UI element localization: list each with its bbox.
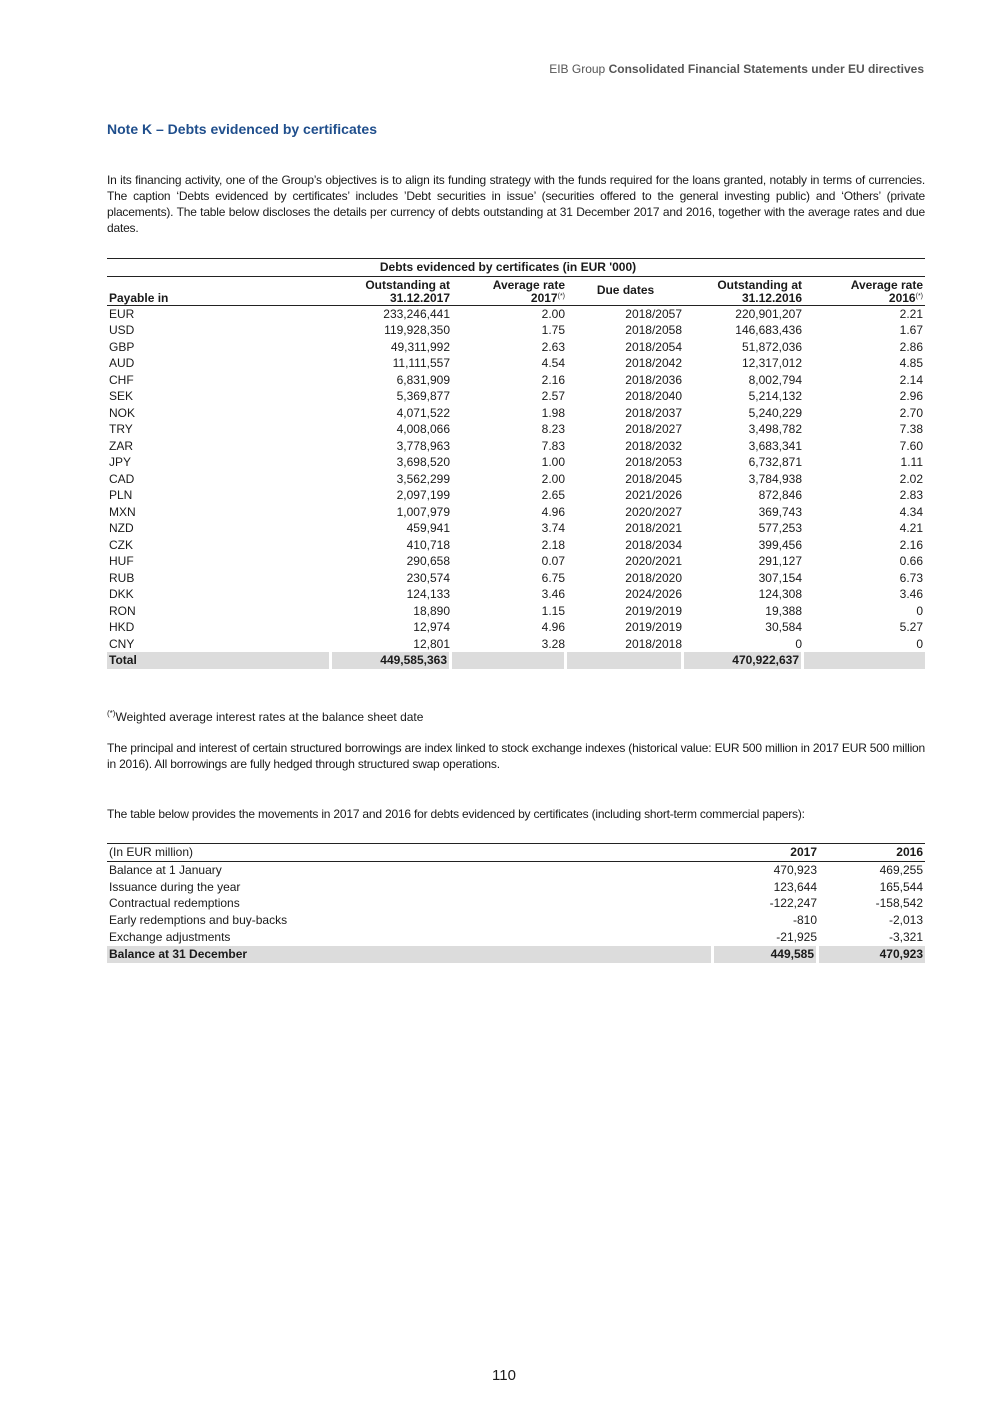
cell-currency: MXN <box>109 504 136 519</box>
cell-outstanding-2017: 3,698,520 <box>396 455 450 469</box>
cell-rate-2016: 2.70 <box>899 405 923 420</box>
table-row <box>107 487 925 504</box>
cell-outstanding-2017: 119,928,350 <box>384 323 450 337</box>
cell-rate-2016: 2.14 <box>899 372 923 387</box>
table-row <box>107 372 925 389</box>
movement-cell-2016: 469,255 <box>879 862 923 877</box>
debts-table-group-header: Debts evidenced by certificates (in EUR '000) <box>332 259 684 277</box>
cell-outstanding-2016: 3,683,341 <box>748 438 802 453</box>
cell-rate-2017: 2.63 <box>541 339 565 354</box>
movements-table-header-row <box>107 843 925 862</box>
cell-rate-2017: 4.96 <box>541 620 565 634</box>
cell-due-dates: 2018/2037 <box>625 405 682 420</box>
cell-due-dates: 2018/2053 <box>625 455 682 469</box>
cell-outstanding-2017: 49,311,992 <box>390 339 450 354</box>
movements-table-body <box>107 862 925 946</box>
running-header-title: Consolidated Financial Statements under EU directives <box>608 62 924 76</box>
cell-currency: TRY <box>109 422 133 436</box>
cell-currency: USD <box>109 323 135 337</box>
cell-rate-2016: 5.27 <box>899 620 923 634</box>
running-header <box>549 62 924 76</box>
note-title: Note K – Debts evidenced by certificates <box>107 121 377 137</box>
movement-cell-2016: -3,321 <box>888 929 923 944</box>
cell-rate-2016: 2.02 <box>899 471 923 486</box>
cell-rate-2016: 6.73 <box>899 570 923 585</box>
cell-rate-2017: 4.54 <box>541 356 565 370</box>
cell-outstanding-2017: 4,008,066 <box>396 422 450 436</box>
table-row <box>107 504 925 521</box>
cell-due-dates: 2018/2034 <box>625 537 682 552</box>
cell-outstanding-2016: 307,154 <box>758 570 802 585</box>
cell-rate-2016: 1.11 <box>900 455 923 469</box>
cell-currency: CAD <box>109 471 135 486</box>
debts-table <box>107 258 925 669</box>
cell-due-dates: 2018/2054 <box>625 339 682 354</box>
cell-outstanding-2016: 30,584 <box>765 620 802 634</box>
movement-cell-2017: 123,644 <box>773 879 817 894</box>
cell-due-dates: 2018/2020 <box>625 570 682 585</box>
cell-outstanding-2017: 12,974 <box>413 620 450 634</box>
cell-outstanding-2016: 5,240,229 <box>748 405 802 420</box>
cell-outstanding-2016: 0 <box>795 636 802 651</box>
table-row <box>107 537 925 554</box>
cell-rate-2017: 1.00 <box>541 455 565 469</box>
cell-outstanding-2017: 290,658 <box>406 554 450 568</box>
cell-rate-2017: 8.23 <box>541 422 565 436</box>
cell-rate-2016: 0.66 <box>899 554 923 568</box>
cell-outstanding-2017: 5,369,877 <box>396 389 450 403</box>
cell-outstanding-2016: 19,388 <box>765 603 802 618</box>
movement-cell-label: Balance at 1 January <box>109 862 222 877</box>
cell-rate-2016: 7.38 <box>899 422 923 436</box>
cell-rate-2017: 3.74 <box>541 521 565 535</box>
cell-outstanding-2016: 6,732,871 <box>748 455 802 469</box>
col-payable-in: Payable in <box>107 277 332 306</box>
cell-outstanding-2016: 3,498,782 <box>748 422 802 436</box>
movements-col-2016: 2016 <box>819 843 925 862</box>
intro-paragraph: In its financing activity, one of the Group’s objectives is to align its funding strategy with the funds required for the loans granted, notably in terms of currencies. The caption ‘Debts evidenced by certificates’ includes ’Debt securities in issue’ (securities offered to the general investing public) and ‘Others’ (private placements). The table below discloses the details per currency of debts outstanding at 31 December 2017 and 2016, together with the average rates and due dates. <box>107 173 925 235</box>
cell-rate-2017: 3.28 <box>541 636 565 651</box>
cell-rate-2016: 2.83 <box>899 488 923 502</box>
col-due-dates: Due dates <box>567 277 684 306</box>
total-label: Total <box>107 652 332 669</box>
cell-rate-2017: 1.15 <box>541 603 565 618</box>
total-outstanding-2016: 470,922,637 <box>684 652 804 669</box>
cell-currency: RUB <box>109 570 135 585</box>
col-outstanding-2016: Outstanding at 31.12.2016 <box>684 277 804 306</box>
table-row <box>107 339 925 356</box>
table-row <box>107 306 925 323</box>
footnote <box>107 709 423 724</box>
total-rate-2016 <box>804 652 925 669</box>
movement-cell-label: Early redemptions and buy-backs <box>109 913 288 928</box>
cell-currency: DKK <box>109 587 134 601</box>
page-number: 110 <box>492 1367 516 1384</box>
cell-due-dates: 2021/2026 <box>625 488 682 502</box>
cell-due-dates: 2018/2018 <box>625 636 682 651</box>
movements-col-label: (In EUR million) <box>107 843 714 862</box>
cell-due-dates: 2020/2021 <box>625 554 682 568</box>
cell-outstanding-2016: 12,317,012 <box>741 356 802 370</box>
cell-due-dates: 2018/2027 <box>625 422 682 436</box>
table-row <box>107 912 925 929</box>
table-row <box>107 636 925 653</box>
cell-due-dates: 2018/2057 <box>625 306 682 321</box>
structured-borrowings-paragraph: The principal and interest of certain structured borrowings are index linked to stock exchange indexes (historical value: EUR 500 million in 2017 EUR 500 million in 2016). All borrowings are fully hedged through structured swap operations. <box>107 741 925 771</box>
table-row <box>107 520 925 537</box>
cell-currency: RON <box>109 603 136 618</box>
cell-outstanding-2017: 233,246,441 <box>383 306 450 321</box>
total-outstanding-2017: 449,585,363 <box>332 652 452 669</box>
cell-due-dates: 2018/2058 <box>625 323 682 337</box>
cell-due-dates: 2018/2036 <box>625 372 682 387</box>
debts-table-total-row <box>107 652 925 669</box>
cell-rate-2017: 2.16 <box>541 372 565 387</box>
movement-cell-2016: -158,542 <box>875 896 923 911</box>
movement-cell-label: Exchange adjustments <box>109 929 231 944</box>
col-average-rate-2016: Average rate 2016(*) <box>804 277 925 306</box>
cell-outstanding-2017: 3,778,963 <box>396 438 450 453</box>
cell-currency: AUD <box>109 356 135 370</box>
cell-outstanding-2017: 18,890 <box>413 603 450 618</box>
cell-outstanding-2017: 2,097,199 <box>396 488 450 502</box>
cell-outstanding-2017: 410,718 <box>406 537 450 552</box>
cell-outstanding-2017: 4,071,522 <box>396 405 450 420</box>
table-row <box>107 619 925 636</box>
cell-outstanding-2016: 51,872,036 <box>741 339 802 354</box>
cell-rate-2016: 2.96 <box>899 389 923 403</box>
movement-cell-2017: -122,247 <box>769 896 817 911</box>
movement-cell-label: Contractual redemptions <box>109 896 240 911</box>
col-average-rate-2017: Average rate 2017(*) <box>452 277 567 306</box>
movement-cell-2016: 165,544 <box>879 879 923 894</box>
cell-due-dates: 2018/2045 <box>625 471 682 486</box>
table-row <box>107 862 925 879</box>
cell-outstanding-2016: 8,002,794 <box>748 372 802 387</box>
cell-rate-2017: 7.83 <box>541 438 565 453</box>
cell-outstanding-2016: 5,214,132 <box>748 389 802 403</box>
cell-rate-2016: 7.60 <box>899 438 923 453</box>
table-row <box>107 895 925 912</box>
cell-currency: NZD <box>109 521 134 535</box>
col-outstanding-2017: Outstanding at 31.12.2017 <box>332 277 452 306</box>
cell-due-dates: 2019/2019 <box>625 620 682 634</box>
cell-rate-2016: 0 <box>916 636 923 651</box>
table-row <box>107 388 925 405</box>
cell-rate-2016: 3.46 <box>899 587 923 601</box>
cell-currency: PLN <box>109 488 133 502</box>
cell-rate-2017: 2.00 <box>541 471 565 486</box>
cell-outstanding-2017: 11,111,557 <box>392 356 450 370</box>
movements-table <box>107 843 925 963</box>
cell-outstanding-2017: 1,007,979 <box>396 504 450 519</box>
cell-rate-2017: 0.07 <box>541 554 565 568</box>
table-row <box>107 553 925 570</box>
cell-outstanding-2017: 459,941 <box>406 521 450 535</box>
total-rate-2017 <box>452 652 567 669</box>
cell-rate-2016: 2.16 <box>899 537 923 552</box>
cell-currency: SEK <box>109 389 134 403</box>
table-row <box>107 929 925 946</box>
cell-outstanding-2016: 124,308 <box>758 587 802 601</box>
cell-rate-2016: 4.85 <box>899 356 923 370</box>
cell-rate-2016: 1.67 <box>899 323 923 337</box>
cell-rate-2017: 2.57 <box>541 389 565 403</box>
cell-outstanding-2017: 12,801 <box>413 636 450 651</box>
cell-rate-2016: 0 <box>916 603 923 618</box>
cell-due-dates: 2018/2032 <box>625 438 682 453</box>
cell-rate-2016: 2.21 <box>899 306 923 321</box>
cell-currency: HKD <box>109 620 135 634</box>
cell-outstanding-2017: 3,562,299 <box>396 471 450 486</box>
running-header-org: EIB Group <box>549 62 609 76</box>
cell-rate-2017: 1.98 <box>541 405 565 420</box>
cell-outstanding-2017: 6,831,909 <box>396 372 450 387</box>
debts-table-header-row <box>107 277 925 306</box>
cell-currency: CZK <box>109 537 133 552</box>
cell-currency: CHF <box>109 372 134 387</box>
cell-rate-2017: 3.46 <box>541 587 565 601</box>
cell-due-dates: 2020/2027 <box>625 504 682 519</box>
table-row <box>107 454 925 471</box>
cell-currency: JPY <box>109 455 132 469</box>
cell-outstanding-2017: 124,133 <box>406 587 450 601</box>
movement-cell-2017: 470,923 <box>773 862 817 877</box>
movements-total-2016: 470,923 <box>819 946 925 963</box>
cell-outstanding-2016: 577,253 <box>758 521 802 535</box>
cell-outstanding-2016: 399,456 <box>758 537 802 552</box>
cell-due-dates: 2019/2019 <box>625 603 682 618</box>
cell-currency: GBP <box>109 339 135 354</box>
movements-table-total-row <box>107 946 925 963</box>
cell-outstanding-2017: 230,574 <box>406 570 450 585</box>
table-row <box>107 421 925 438</box>
movement-cell-label: Issuance during the year <box>109 879 241 894</box>
cell-outstanding-2016: 220,901,207 <box>735 306 802 321</box>
footnote-marker: (*) <box>107 709 116 718</box>
total-due <box>567 652 684 669</box>
table-row <box>107 879 925 896</box>
movement-cell-2017: -810 <box>792 913 817 928</box>
cell-due-dates: 2024/2026 <box>625 587 682 601</box>
cell-currency: CNY <box>109 636 135 651</box>
table-row <box>107 322 925 339</box>
debts-table-body <box>107 306 925 653</box>
cell-rate-2017: 2.00 <box>541 306 565 321</box>
table-row <box>107 438 925 455</box>
cell-outstanding-2016: 291,127 <box>758 554 802 568</box>
movement-cell-2017: -21,925 <box>776 929 817 944</box>
cell-rate-2017: 2.65 <box>541 488 565 502</box>
cell-currency: EUR <box>109 306 135 321</box>
cell-currency: HUF <box>109 554 134 568</box>
table-row <box>107 586 925 603</box>
movements-total-2017: 449,585 <box>714 946 819 963</box>
cell-currency: ZAR <box>109 438 133 453</box>
cell-due-dates: 2018/2021 <box>625 521 682 535</box>
cell-outstanding-2016: 3,784,938 <box>748 471 802 486</box>
cell-due-dates: 2018/2042 <box>625 356 682 370</box>
table-row <box>107 405 925 422</box>
cell-rate-2016: 4.34 <box>899 504 923 519</box>
cell-rate-2017: 6.75 <box>541 570 565 585</box>
cell-rate-2017: 4.96 <box>541 504 565 519</box>
cell-rate-2017: 2.18 <box>541 537 565 552</box>
cell-rate-2016: 2.86 <box>899 339 923 354</box>
movements-intro-paragraph: The table below provides the movements in 2017 and 2016 for debts evidenced by certificates (including short-term commercial papers): <box>107 807 805 821</box>
movements-col-2017: 2017 <box>714 843 819 862</box>
cell-outstanding-2016: 146,683,436 <box>735 323 802 337</box>
cell-outstanding-2016: 872,846 <box>758 488 802 502</box>
cell-currency: NOK <box>109 405 136 420</box>
cell-rate-2016: 4.21 <box>899 521 923 535</box>
movements-total-label: Balance at 31 December <box>107 946 714 963</box>
footnote-text: Weighted average interest rates at the balance sheet date <box>115 710 424 724</box>
table-row <box>107 355 925 372</box>
debts-table-group-header-row <box>107 259 925 277</box>
movement-cell-2016: -2,013 <box>888 913 923 928</box>
table-row <box>107 570 925 587</box>
table-row <box>107 471 925 488</box>
cell-outstanding-2016: 369,743 <box>758 504 802 519</box>
table-row <box>107 603 925 620</box>
cell-due-dates: 2018/2040 <box>625 389 682 403</box>
cell-rate-2017: 1.75 <box>541 323 565 337</box>
